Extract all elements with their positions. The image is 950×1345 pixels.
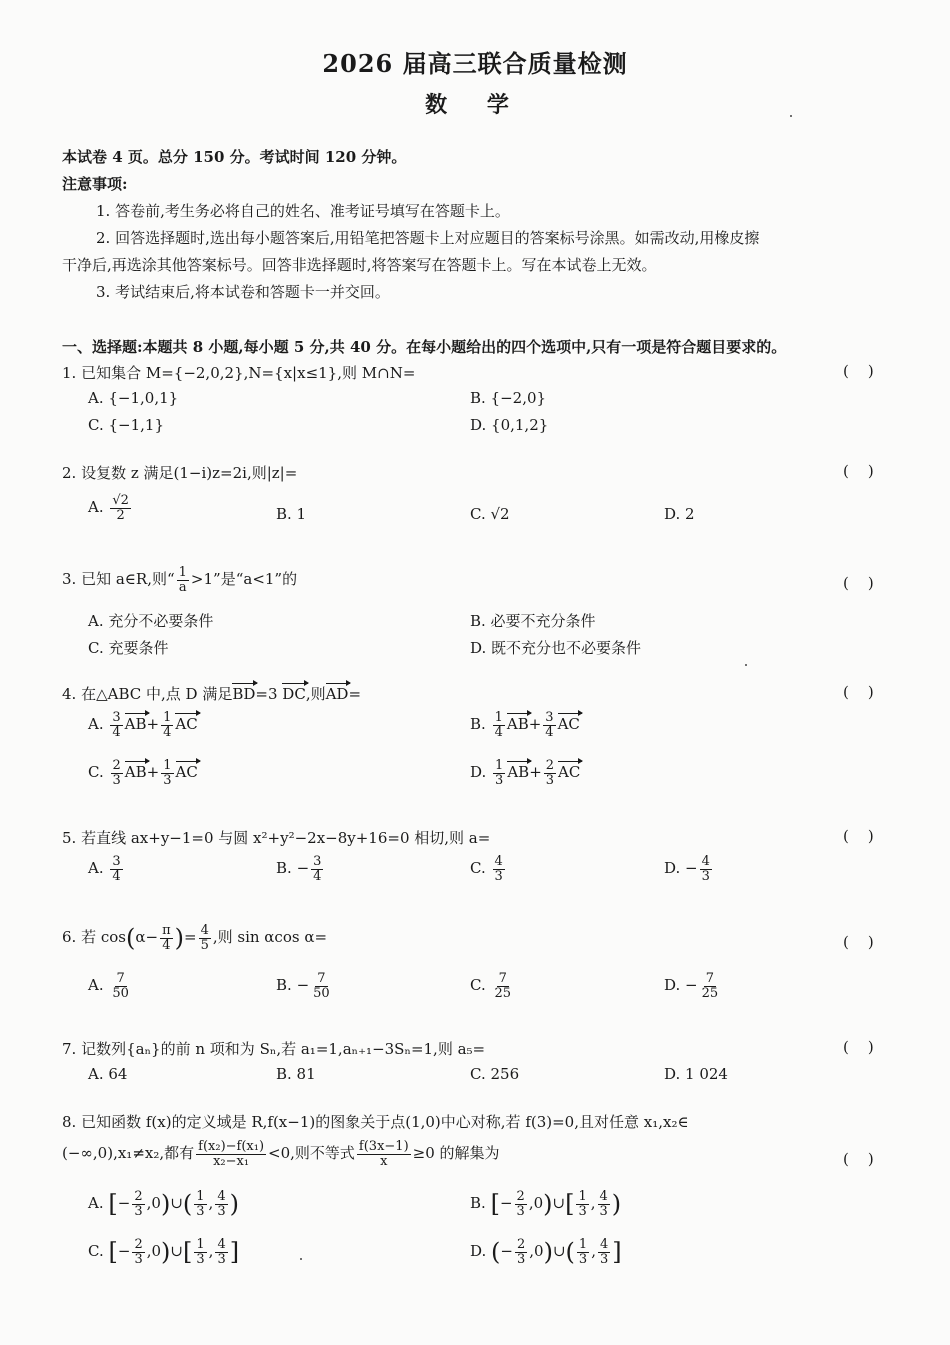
option-label: B. — [470, 1194, 486, 1213]
vector-ac: AC — [175, 715, 198, 734]
question-5-stem: 5. 若直线 ax+y−1=0 与圆 x²+y²−2x−8y+16=0 相切,则 a= — [62, 829, 491, 847]
denominator: 5 — [200, 937, 209, 953]
stem-text: =3 — [255, 685, 278, 703]
stem-text: (−∞,0),x₁≠x₂,都有 — [62, 1144, 195, 1163]
denominator: x₂−x₁ — [213, 1153, 250, 1169]
bracket-left: ( — [182, 1190, 193, 1219]
vector-ac: AC — [557, 715, 580, 734]
fraction — [110, 972, 131, 1000]
question-3-stem — [62, 566, 297, 594]
bracket-left: ( — [491, 1238, 501, 1267]
vector-ab: AB — [124, 715, 147, 734]
numerator: 1 — [196, 1189, 205, 1204]
fraction — [311, 855, 323, 883]
vector-ac: AC — [558, 763, 581, 782]
scan-speck — [300, 1258, 302, 1260]
numerator: 1 — [494, 710, 503, 725]
numerator: 1 — [578, 1237, 588, 1252]
option-label: D. — [470, 1242, 487, 1261]
numerator: f(3x−1) — [358, 1139, 409, 1154]
fraction — [598, 1190, 610, 1218]
stem-text: 4. 在△ABC 中,点 D 满足 — [62, 685, 233, 703]
bracket-right: ) — [543, 1190, 553, 1219]
denominator: 3 — [578, 1203, 587, 1219]
q7-option-a: A. 64 — [88, 1065, 128, 1083]
fraction — [199, 924, 211, 952]
fraction — [110, 855, 122, 883]
fraction — [110, 494, 131, 522]
option-label: B. — [276, 859, 292, 878]
fraction — [132, 1190, 144, 1218]
sign: − — [685, 859, 698, 878]
bracket-left: [ — [565, 1190, 575, 1219]
denominator: 3 — [516, 1203, 525, 1219]
stem-text: <0,则不等式 — [268, 1144, 355, 1163]
vector-ab: AB — [124, 763, 147, 782]
note-3: 3. 考试结束后,将本试卷和答题卡一并交回。 — [96, 283, 390, 301]
stem-text: ≥0 的解集为 — [412, 1144, 500, 1163]
exam-summary: 本试卷 4 页。总分 150 分。考试时间 120 分钟。 — [62, 148, 407, 166]
question-8-line2 — [62, 1140, 500, 1168]
stem-text: >1”是“a<1”的 — [190, 570, 298, 589]
denominator: 3 — [134, 1251, 143, 1267]
numerator: 3 — [545, 710, 554, 725]
numerator: 4 — [701, 854, 710, 869]
fraction — [110, 711, 122, 739]
plus-sign: + — [146, 715, 160, 734]
sign: − — [685, 976, 698, 995]
option-label: C. — [470, 976, 486, 995]
q3-option-a: A. 充分不必要条件 — [88, 612, 214, 630]
numerator: 7 — [705, 971, 715, 986]
denominator: 3 — [599, 1251, 609, 1267]
notice-title: 注意事项: — [62, 175, 128, 193]
answer-bracket: ( ) — [843, 574, 874, 592]
union-sign: ∪ — [170, 1194, 183, 1213]
fraction — [700, 855, 712, 883]
denominator: 3 — [163, 772, 172, 788]
fraction — [493, 711, 505, 739]
stem-text: ,则 — [305, 685, 326, 703]
fraction — [576, 1190, 588, 1218]
note-2: 2. 回答选择题时,选出每小题答案后,用铅笔把答题卡上对应题目的答案标号涂黑。如需改动,用橡皮擦 — [96, 229, 760, 247]
numerator: 3 — [313, 854, 322, 869]
numerator: 2 — [516, 1189, 525, 1204]
numerator: 4 — [217, 1189, 226, 1204]
q5-option-a — [88, 855, 125, 883]
question-8-line1: 8. 已知函数 f(x)的定义域是 R,f(x−1)的图象关于点(1,0)中心对称,若 f(3)=0,且对任意 x₁,x₂∈ — [62, 1113, 689, 1131]
numerator: √2 — [112, 493, 129, 508]
plus-sign: + — [146, 763, 160, 782]
fraction — [111, 759, 123, 787]
fraction — [543, 711, 555, 739]
q8-option-d — [470, 1238, 622, 1266]
fraction — [194, 1238, 206, 1266]
denominator: 3 — [578, 1251, 588, 1267]
union-sign: ∪ — [552, 1242, 566, 1261]
answer-bracket: ( ) — [843, 362, 874, 380]
numerator: 3 — [112, 854, 121, 869]
denominator: 50 — [112, 985, 129, 1001]
numerator: 4 — [217, 1237, 226, 1252]
q8-option-a — [88, 1190, 239, 1218]
section-heading: 一、选择题:本题共 8 小题,每小题 5 分,共 40 分。在每小题给出的四个选项中,只有一项是符合题目要求的。 — [62, 338, 787, 356]
interval-text: , — [591, 1242, 596, 1261]
answer-bracket: ( ) — [843, 683, 874, 701]
question-1-stem: 1. 已知集合 M={−2,0,2},N={x|x≤1},则 M∩N= — [62, 364, 416, 382]
q3-option-d: D. 既不充分也不必要条件 — [470, 639, 642, 657]
vector-ab: AB — [506, 715, 529, 734]
q2-option-a — [88, 494, 133, 522]
denominator: 4 — [112, 868, 121, 884]
fraction — [577, 1238, 589, 1266]
interval-text: ,0 — [146, 1194, 161, 1213]
numerator: 7 — [116, 971, 125, 986]
option-label: A. — [88, 859, 104, 878]
scan-speck — [790, 115, 792, 117]
q4-option-a — [88, 711, 198, 739]
q7-option-c: C. 256 — [470, 1065, 520, 1083]
denominator: a — [178, 579, 187, 595]
denominator: 2 — [116, 507, 125, 523]
option-label: A. — [88, 715, 104, 734]
option-label: D. — [664, 976, 681, 995]
bracket-left: [ — [108, 1190, 118, 1219]
exam-title: 2026 届高三联合质量检测 — [322, 49, 628, 78]
fraction — [215, 1238, 227, 1266]
sign: − — [499, 1194, 513, 1213]
denominator: 3 — [701, 868, 710, 884]
denominator: 4 — [163, 724, 172, 740]
q8-option-c — [88, 1238, 239, 1266]
denominator: 3 — [545, 772, 555, 788]
option-label: A. — [88, 976, 104, 995]
q1-option-a: A. {−1,0,1} — [88, 389, 179, 407]
denominator: 3 — [599, 1203, 608, 1219]
vector-ab: AB — [507, 763, 530, 782]
denominator: 3 — [134, 1203, 143, 1219]
question-2-stem: 2. 设复数 z 满足(1−i)z=2i,则|z|= — [62, 464, 298, 482]
scan-speck — [745, 664, 747, 666]
denominator: 3 — [196, 1203, 205, 1219]
q5-option-d — [664, 855, 714, 883]
plus-sign: + — [529, 763, 542, 782]
note-1: 1. 答卷前,考生务必将自己的姓名、准考证号填写在答题卡上。 — [96, 202, 510, 220]
numerator: 1 — [163, 710, 172, 725]
q1-option-b: B. {−2,0} — [470, 389, 547, 407]
numerator: 3 — [112, 710, 121, 725]
fraction — [493, 855, 505, 883]
fraction — [515, 1238, 527, 1266]
denominator: 4 — [162, 937, 171, 953]
option-label: D. — [470, 763, 487, 782]
interval-text: ,0 — [528, 1194, 544, 1213]
fraction — [132, 1238, 144, 1266]
denominator: x — [380, 1153, 388, 1169]
fraction — [311, 972, 332, 1000]
q8-option-b — [470, 1190, 621, 1218]
denominator: 3 — [196, 1251, 205, 1267]
numerator: 4 — [599, 1237, 609, 1252]
q2-option-b: B. 1 — [276, 505, 307, 523]
numerator: 4 — [599, 1189, 608, 1204]
numerator: 1 — [163, 758, 172, 773]
stem-text: = — [348, 685, 362, 703]
fraction — [700, 972, 721, 1000]
fraction — [160, 924, 173, 952]
q4-option-b — [470, 711, 580, 739]
numerator: f(x₂)−f(x₁) — [198, 1139, 265, 1154]
bracket-left: [ — [108, 1238, 118, 1267]
numerator: 1 — [578, 1189, 587, 1204]
bracket-right: ] — [229, 1238, 240, 1267]
answer-bracket: ( ) — [843, 462, 874, 480]
union-sign: ∪ — [170, 1242, 183, 1261]
q2-option-d: D. 2 — [664, 505, 695, 523]
q6-option-d — [664, 972, 722, 1000]
bracket-left: [ — [183, 1238, 193, 1267]
denominator: 3 — [495, 772, 504, 788]
fraction — [196, 1140, 266, 1168]
bracket-left: ( — [565, 1238, 575, 1267]
denominator: 3 — [517, 1251, 526, 1267]
fraction — [515, 1190, 527, 1218]
denominator: 3 — [217, 1251, 226, 1267]
interval-text: ,0 — [146, 1242, 162, 1261]
stem-text: 已知 a∈R,则“ — [81, 570, 175, 589]
numerator: 1 — [196, 1237, 205, 1252]
denominator: 3 — [112, 772, 121, 788]
q4-option-c — [88, 759, 198, 787]
subject-title: 数 学 — [425, 92, 525, 118]
question-number: 3. — [62, 570, 77, 589]
numerator: 1 — [178, 565, 187, 580]
fraction — [357, 1140, 411, 1168]
vector-ac: AC — [175, 763, 198, 782]
sign: − — [500, 1242, 513, 1261]
fraction — [493, 759, 505, 787]
denominator: 25 — [494, 985, 512, 1001]
fraction — [215, 1190, 227, 1218]
option-label: B. — [276, 976, 292, 995]
option-label: D. — [664, 859, 681, 878]
interval-text: ,0 — [529, 1242, 544, 1261]
bracket-left: [ — [490, 1190, 500, 1219]
q5-option-b — [276, 855, 325, 883]
bracket-right: ) — [161, 1238, 171, 1267]
question-4-stem — [62, 683, 361, 704]
interval-text: , — [208, 1194, 214, 1213]
numerator: 2 — [134, 1237, 143, 1252]
numerator: π — [162, 923, 171, 938]
q6-option-c — [470, 972, 515, 1000]
vector-ad: AD — [325, 685, 349, 703]
q3-option-c: C. 充要条件 — [88, 639, 169, 657]
bracket-right: ) — [543, 1238, 553, 1267]
fraction — [177, 566, 189, 594]
numerator: 7 — [498, 971, 507, 986]
stem-text: = — [183, 928, 197, 947]
q4-option-d — [470, 759, 580, 787]
denominator: 4 — [545, 724, 554, 740]
sign: − — [296, 859, 310, 878]
numerator: 2 — [517, 1237, 526, 1252]
question-7-stem: 7. 记数列{aₙ}的前 n 项和为 Sₙ,若 a₁=1,aₙ₊₁−3Sₙ=1,则 a₅= — [62, 1040, 486, 1058]
numerator: 2 — [134, 1189, 143, 1204]
fraction — [598, 1238, 610, 1266]
q5-option-c — [470, 855, 507, 883]
numerator: 7 — [317, 971, 326, 986]
fraction — [161, 711, 173, 739]
q6-option-b — [276, 972, 334, 1000]
note-2-cont: 干净后,再选涂其他答案标号。回答非选择题时,将答案写在答题卡上。写在本试卷上无效。 — [62, 256, 657, 274]
vector-bd: BD — [232, 685, 256, 703]
denominator: 4 — [494, 724, 503, 740]
option-label: C. — [88, 763, 104, 782]
vector-dc: DC — [282, 685, 306, 703]
q7-option-b: B. 81 — [276, 1065, 316, 1083]
numerator: 2 — [112, 758, 121, 773]
interval-text: , — [208, 1242, 214, 1261]
option-label: C. — [470, 859, 486, 878]
q7-option-d: D. 1 024 — [664, 1065, 728, 1083]
bracket-right: ) — [611, 1190, 622, 1219]
union-sign: ∪ — [552, 1194, 566, 1213]
stem-text: 6. 若 cos — [62, 928, 126, 947]
answer-bracket: ( ) — [843, 827, 874, 845]
paren: ( — [125, 924, 136, 953]
numerator: 1 — [495, 758, 504, 773]
fraction — [493, 972, 514, 1000]
bracket-right: ) — [160, 1190, 171, 1219]
denominator: 25 — [701, 985, 719, 1001]
q3-option-b: B. 必要不充分条件 — [470, 612, 596, 630]
denominator: 4 — [313, 868, 322, 884]
option-label: C. — [88, 1242, 104, 1261]
sign: − — [117, 1194, 131, 1213]
plus-sign: + — [528, 715, 542, 734]
paren: ) — [174, 924, 184, 953]
denominator: 4 — [112, 724, 121, 740]
sign: − — [117, 1242, 131, 1261]
sign: − — [296, 976, 310, 995]
bracket-right: ] — [612, 1238, 622, 1267]
fraction — [161, 759, 173, 787]
option-label: A. — [88, 1194, 104, 1213]
fraction — [544, 759, 556, 787]
option-label: B. — [470, 715, 486, 734]
numerator: 2 — [545, 758, 555, 773]
numerator: 4 — [494, 854, 503, 869]
interval-text: , — [590, 1194, 596, 1213]
answer-bracket: ( ) — [843, 1038, 874, 1056]
q2-option-c: C. √2 — [470, 505, 510, 523]
stem-text: α− — [135, 928, 159, 947]
q6-option-a — [88, 972, 133, 1000]
q1-option-d: D. {0,1,2} — [470, 416, 549, 434]
denominator: 50 — [313, 985, 330, 1001]
answer-bracket: ( ) — [843, 1150, 874, 1168]
q1-option-c: C. {−1,1} — [88, 416, 164, 434]
fraction — [194, 1190, 206, 1218]
question-6-stem — [62, 924, 327, 952]
numerator: 4 — [200, 923, 209, 938]
bracket-right: ) — [229, 1190, 239, 1219]
option-label: A. — [88, 498, 104, 517]
denominator: 3 — [217, 1203, 226, 1219]
answer-bracket: ( ) — [843, 933, 874, 951]
denominator: 3 — [494, 868, 503, 884]
stem-text: ,则 sin αcos α= — [212, 928, 328, 947]
